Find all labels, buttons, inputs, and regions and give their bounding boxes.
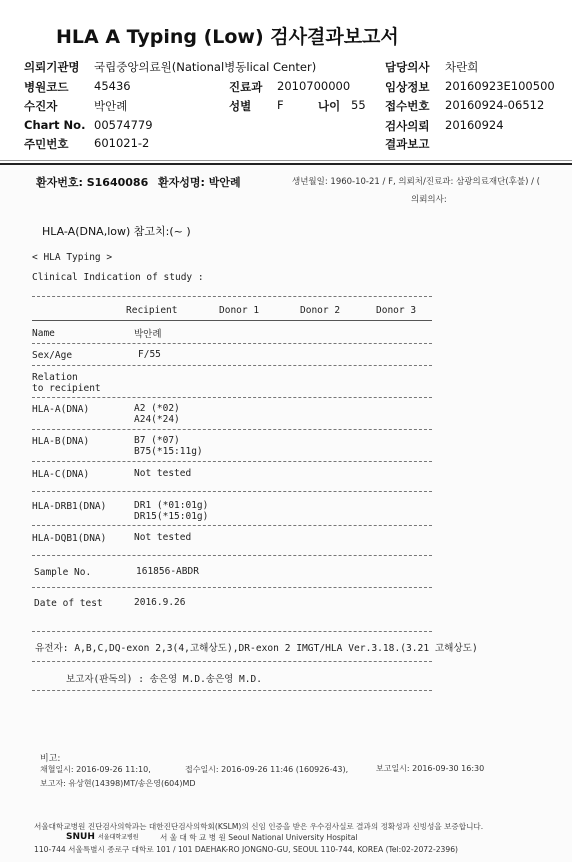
logo-text: SNUH xyxy=(66,832,95,842)
row-divider xyxy=(32,365,432,366)
remark-label: 비고: xyxy=(40,754,61,764)
header-clinical xyxy=(385,79,555,95)
dept-value: 2010700000 xyxy=(277,79,351,93)
chart-label: Chart No. xyxy=(24,118,86,132)
patient-number: 환자번호: S1640086 xyxy=(36,176,149,189)
header-receipt xyxy=(385,98,545,114)
section-title: < HLA Typing > xyxy=(32,252,113,263)
header-age xyxy=(318,98,366,114)
row-divider xyxy=(32,343,432,344)
row-value-hla-b-2: B75(*15:11g) xyxy=(134,446,203,457)
hospcode-value: 45436 xyxy=(94,79,131,93)
column-recipient: Recipient xyxy=(126,305,178,316)
collected-datetime: 채혈일시: 2016-09-26 11:10, xyxy=(40,765,151,774)
reporter: 보고자(판독의) : 송은영 M.D.송은영 M.D. xyxy=(66,674,262,685)
rrn-value: 601021-2 xyxy=(94,136,150,150)
row-label-hla-drb1: HLA-DRB1(DNA) xyxy=(32,501,107,512)
row-label-hla-c: HLA-C(DNA) xyxy=(32,469,90,480)
header-rrn xyxy=(24,136,150,152)
reported-datetime: 보고일시: 2016-09-30 16:30 xyxy=(376,764,485,773)
clinical-label: 임상정보 xyxy=(385,80,430,94)
divider xyxy=(32,690,432,691)
snuh-logo xyxy=(66,832,139,842)
clinical-indication: Clinical Indication of study : xyxy=(32,272,204,283)
scanned-report xyxy=(0,165,572,862)
row-value-name: 박안례 xyxy=(134,329,162,340)
row-divider xyxy=(32,491,432,492)
receipt-label: 접수번호 xyxy=(385,99,430,113)
age-label: 나이 xyxy=(318,99,341,113)
header-patient xyxy=(24,98,128,114)
dept-label: 진료과 xyxy=(229,80,263,94)
row-value-hla-c: Not tested xyxy=(134,468,192,479)
reporters: 보고자: 유상현(14398)MT/송은영(604)MD xyxy=(40,779,196,788)
patient-info: 생년월일: 1960-10-21 / F, 의뢰처/진료과: 삼광의료재단(후불) / ( xyxy=(292,177,540,187)
test-name: HLA-A(DNA,low) 참고치:(~ ) xyxy=(42,225,191,238)
hospital-name: 서 울 대 학 교 병 원 Seoul National University Hospital xyxy=(160,833,358,842)
result-label: 결과보고 xyxy=(385,137,430,151)
report-title: HLA A Typing (Low) 검사결과보고서 xyxy=(56,26,399,48)
header-dept xyxy=(229,79,351,95)
header-sex xyxy=(229,98,284,114)
gene-note: 유전자: A,B,C,DQ-exon 2,3(4,고해상도),DR-exon 2 IMGT/HLA Ver.3.18.(3.21 고해상도) xyxy=(35,643,478,654)
org-label: 의뢰기관명 xyxy=(24,60,80,74)
divider xyxy=(32,661,432,662)
certification-note: 서울대학교병원 진단검사의학과는 대한진단검사의학회(KSLM)의 신임 인증을 받은 우수검사실로 결과의 정확성과 신빙성을 보증합니다. xyxy=(34,822,484,831)
header-org xyxy=(24,59,317,75)
logo-subtext: 서울대학교병원 xyxy=(98,834,139,841)
header-request xyxy=(385,118,504,134)
header-divider-light xyxy=(0,160,572,161)
row-divider xyxy=(32,429,432,430)
row-value-hla-a-2: A24(*24) xyxy=(134,414,180,425)
row-label-hla-dqb1: HLA-DQB1(DNA) xyxy=(32,533,107,544)
header-result xyxy=(385,136,429,152)
row-label-hla-b: HLA-B(DNA) xyxy=(32,436,90,447)
row-divider xyxy=(32,631,432,632)
hospcode-label: 병원코드 xyxy=(24,80,69,94)
receipt-value: 20160924-06512 xyxy=(445,98,545,112)
age-value: 55 xyxy=(351,98,366,112)
column-donor-1: Donor 1 xyxy=(219,305,260,316)
patient-name: 환자성명: 박안례 xyxy=(158,176,241,189)
sex-label: 성별 xyxy=(229,99,252,113)
row-label-relation: Relation xyxy=(32,372,78,383)
chart-value: 00574779 xyxy=(94,118,153,132)
received-datetime: 접수일시: 2016-09-26 11:46 (160926-43), xyxy=(185,765,349,774)
divider xyxy=(32,296,432,297)
row-divider xyxy=(32,555,432,556)
request-value: 20160924 xyxy=(445,118,504,132)
hospital-address: 110-744 서울특별시 종로구 대학로 101 / 101 DAEHAK-RO JONGNO-GU, SEOUL 110-744, KOREA (Tel:02-2072-2396) xyxy=(34,845,458,854)
row-value-hla-b: B7 (*07) xyxy=(134,435,180,446)
header-doctor xyxy=(385,59,479,75)
sex-value: F xyxy=(277,98,284,112)
row-label-date-of-test: Date of test xyxy=(34,598,103,609)
requesting-doctor: 의뢰의사: xyxy=(411,195,447,205)
row-divider xyxy=(32,525,432,526)
header-chart xyxy=(24,118,153,132)
row-divider xyxy=(32,587,432,588)
row-value-sample-no: 161856-ABDR xyxy=(136,566,199,577)
row-label-sexage: Sex/Age xyxy=(32,350,73,361)
clinical-value: 20160923E100500 xyxy=(445,79,555,93)
request-label: 검사의뢰 xyxy=(385,119,430,133)
row-value-hla-drb1: DR1 (*01:01g) xyxy=(134,500,209,511)
row-divider xyxy=(32,397,432,398)
patient-value: 박안례 xyxy=(94,99,128,113)
row-label-name: Name xyxy=(32,328,55,339)
doctor-label: 담당의사 xyxy=(385,60,430,74)
patient-label: 수진자 xyxy=(24,99,58,113)
org-value: 국립중앙의료원(National병동lical Center) xyxy=(94,60,317,74)
header-hospcode xyxy=(24,79,131,95)
header-rule xyxy=(32,320,432,321)
doctor-value: 차란희 xyxy=(445,60,479,74)
row-label-relation-2: to recipient xyxy=(32,383,101,394)
row-value-hla-drb1-2: DR15(*15:01g) xyxy=(134,511,209,522)
row-value-sexage: F/55 xyxy=(138,349,161,360)
row-label-hla-a: HLA-A(DNA) xyxy=(32,404,90,415)
row-value-date-of-test: 2016.9.26 xyxy=(134,597,186,608)
column-donor-2: Donor 2 xyxy=(300,305,341,316)
column-donor-3: Donor 3 xyxy=(376,305,417,316)
row-divider xyxy=(32,461,432,462)
row-label-sample-no: Sample No. xyxy=(34,567,92,578)
row-value-hla-dqb1: Not tested xyxy=(134,532,192,543)
row-value-hla-a: A2 (*02) xyxy=(134,403,180,414)
rrn-label: 주민번호 xyxy=(24,137,69,151)
